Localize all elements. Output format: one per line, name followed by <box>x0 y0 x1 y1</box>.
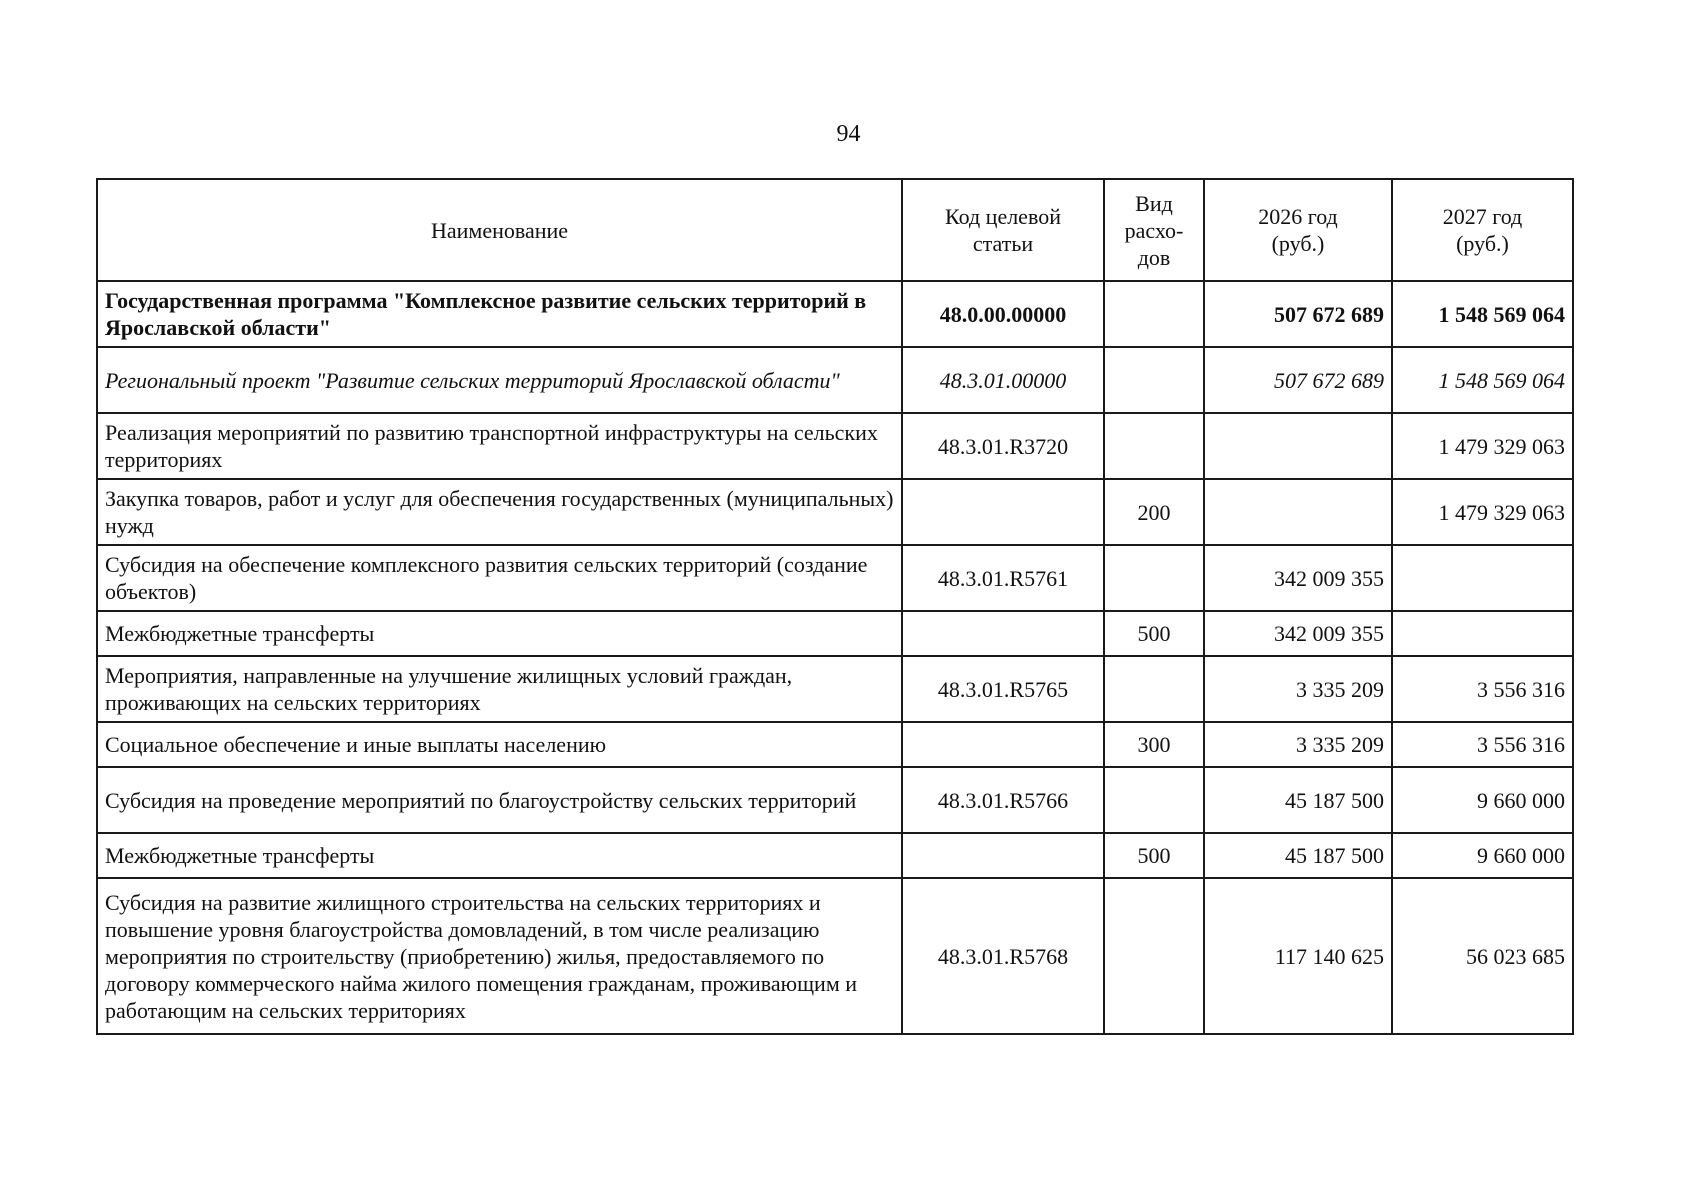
row-code: 48.3.01.00000 <box>902 347 1104 413</box>
table-row <box>97 413 1573 479</box>
row-2027: 9 660 000 <box>1392 767 1573 833</box>
row-name: Реализация мероприятий по развитию транспортной инфраструктуры на сельских территориях <box>97 413 902 479</box>
row-kind <box>1104 878 1204 1034</box>
table-row <box>97 545 1573 611</box>
table-header-row <box>97 179 1573 281</box>
row-2026: 342 009 355 <box>1204 611 1392 656</box>
row-2026: 117 140 625 <box>1204 878 1392 1034</box>
row-2027: 1 479 329 063 <box>1392 413 1573 479</box>
page-number: 94 <box>836 121 861 147</box>
row-name: Субсидия на проведение мероприятий по благоустройству сельских территорий <box>97 767 902 833</box>
table-row-project <box>97 347 1573 413</box>
header-year-2026: 2026 год (руб.) <box>1204 179 1392 281</box>
row-2027: 56 023 685 <box>1392 878 1573 1034</box>
header-name: Наименование <box>97 179 902 281</box>
row-2026 <box>1204 479 1392 545</box>
table-row <box>97 878 1573 1034</box>
row-name: Межбюджетные трансферты <box>97 833 902 878</box>
row-kind <box>1104 347 1204 413</box>
table-row <box>97 833 1573 878</box>
table-row <box>97 767 1573 833</box>
row-2026: 45 187 500 <box>1204 833 1392 878</box>
row-name: Государственная программа "Комплексное развитие сельских территорий в Ярославской области" <box>97 281 902 347</box>
row-name: Межбюджетные трансферты <box>97 611 902 656</box>
header-kind: Вид расхо- дов <box>1104 179 1204 281</box>
row-2027: 3 556 316 <box>1392 656 1573 722</box>
row-name: Региональный проект "Развитие сельских территорий Ярославской области" <box>97 347 902 413</box>
row-code <box>902 611 1104 656</box>
table-row <box>97 656 1573 722</box>
row-2026 <box>1204 413 1392 479</box>
row-name: Мероприятия, направленные на улучшение жилищных условий граждан, проживающих на сельских территориях <box>97 656 902 722</box>
row-kind: 300 <box>1104 722 1204 767</box>
row-code: 48.3.01.R5768 <box>902 878 1104 1034</box>
table-row <box>97 611 1573 656</box>
table-row <box>97 479 1573 545</box>
row-kind <box>1104 545 1204 611</box>
row-name: Закупка товаров, работ и услуг для обеспечения государственных (муниципальных) нужд <box>97 479 902 545</box>
row-2027: 1 548 569 064 <box>1392 281 1573 347</box>
row-2026: 507 672 689 <box>1204 347 1392 413</box>
row-code: 48.3.01.R5761 <box>902 545 1104 611</box>
row-code <box>902 833 1104 878</box>
table-row-program <box>97 281 1573 347</box>
budget-table <box>96 178 1574 1035</box>
row-2027: 1 548 569 064 <box>1392 347 1573 413</box>
row-2027 <box>1392 611 1573 656</box>
row-name: Социальное обеспечение и иные выплаты населению <box>97 722 902 767</box>
row-code: 48.3.01.R5766 <box>902 767 1104 833</box>
row-2026: 3 335 209 <box>1204 722 1392 767</box>
row-kind <box>1104 281 1204 347</box>
header-code: Код целевой статьи <box>902 179 1104 281</box>
row-kind <box>1104 656 1204 722</box>
row-2027: 9 660 000 <box>1392 833 1573 878</box>
row-kind: 200 <box>1104 479 1204 545</box>
row-2027: 3 556 316 <box>1392 722 1573 767</box>
header-year-2027: 2027 год (руб.) <box>1392 179 1573 281</box>
row-2026: 342 009 355 <box>1204 545 1392 611</box>
row-2026: 3 335 209 <box>1204 656 1392 722</box>
row-2027: 1 479 329 063 <box>1392 479 1573 545</box>
row-name: Субсидия на обеспечение комплексного развития сельских территорий (создание объектов) <box>97 545 902 611</box>
row-code <box>902 479 1104 545</box>
row-code: 48.3.01.R5765 <box>902 656 1104 722</box>
row-2026: 45 187 500 <box>1204 767 1392 833</box>
table-row <box>97 722 1573 767</box>
row-name: Субсидия на развитие жилищного строительства на сельских территориях и повышение уровня благоустройства домовладений, в том числе реализацию мероприятия по строительству (приобретению) жилья, предоставляемого по договору коммерческого найма жилого помещения гражданам, проживающим и работающим на сельских территориях <box>97 878 902 1034</box>
row-code: 48.0.00.00000 <box>902 281 1104 347</box>
row-code <box>902 722 1104 767</box>
row-kind: 500 <box>1104 611 1204 656</box>
row-kind <box>1104 413 1204 479</box>
row-code: 48.3.01.R3720 <box>902 413 1104 479</box>
row-2026: 507 672 689 <box>1204 281 1392 347</box>
row-kind: 500 <box>1104 833 1204 878</box>
row-kind <box>1104 767 1204 833</box>
row-2027 <box>1392 545 1573 611</box>
